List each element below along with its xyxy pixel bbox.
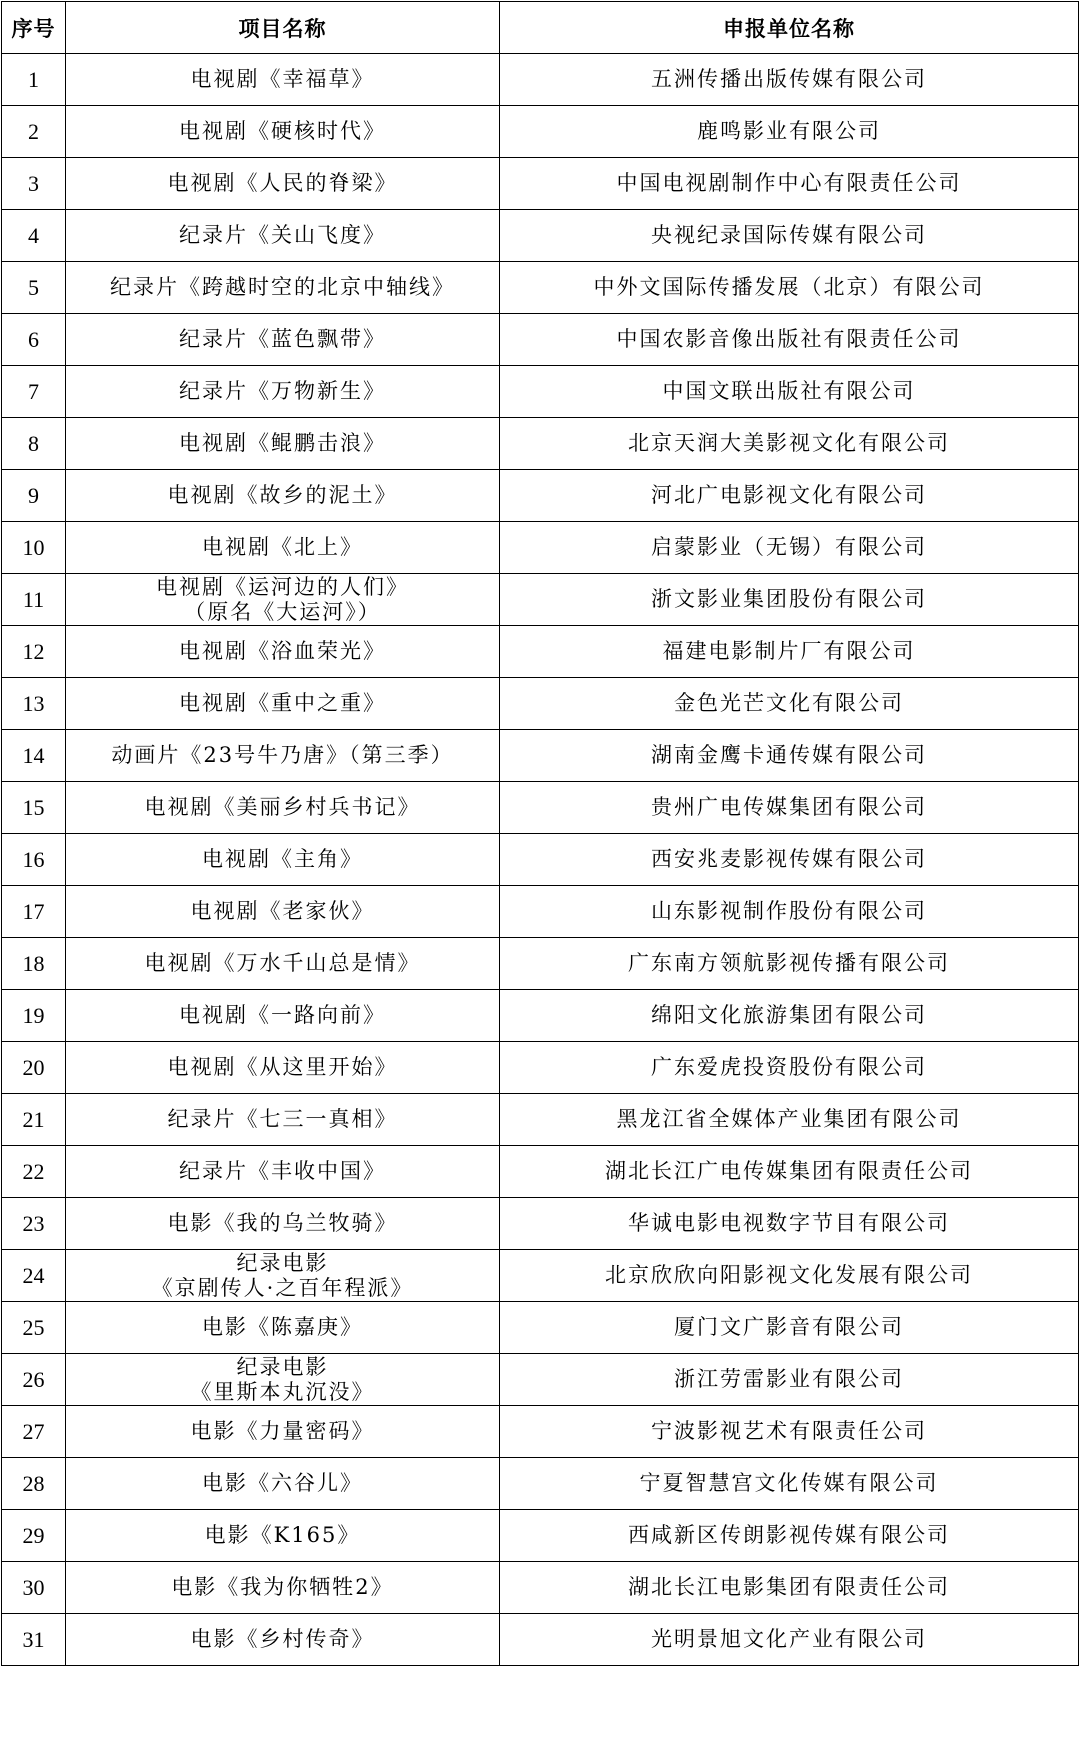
cell-project-name xyxy=(66,1094,500,1146)
project-name-line: 纪录片《丰收中国》 xyxy=(179,1159,386,1183)
project-name-line: 电影《力量密码》 xyxy=(190,1419,375,1443)
cell-org-name: 中国农影音像出版社有限责任公司 xyxy=(500,314,1079,366)
table-row xyxy=(2,1094,1079,1146)
cell-seq: 9 xyxy=(2,470,66,522)
project-name-line: 电视剧《老家伙》 xyxy=(190,899,375,923)
project-name-line: （原名《大运河》） xyxy=(184,599,381,624)
cell-seq: 13 xyxy=(2,678,66,730)
header-org-name: 申报单位名称 xyxy=(500,2,1079,54)
table-row xyxy=(2,522,1079,574)
project-name-line: 电视剧《故乡的泥土》 xyxy=(167,483,398,507)
cell-seq: 27 xyxy=(2,1406,66,1458)
project-name-line: 纪录片《跨越时空的北京中轴线》 xyxy=(110,275,455,299)
table-row xyxy=(2,1458,1079,1510)
project-name-line: 电视剧《幸福草》 xyxy=(190,67,375,91)
cell-org-name: 贵州广电传媒集团有限公司 xyxy=(500,782,1079,834)
cell-project-name xyxy=(66,54,500,106)
project-name-line: 电影《六谷儿》 xyxy=(202,1471,363,1495)
cell-seq: 18 xyxy=(2,938,66,990)
cell-project-name xyxy=(66,1250,500,1302)
cell-project-name xyxy=(66,1042,500,1094)
cell-project-name xyxy=(66,1354,500,1406)
cell-org-name: 中国文联出版社有限公司 xyxy=(500,366,1079,418)
table-row xyxy=(2,262,1079,314)
cell-project-name xyxy=(66,470,500,522)
cell-project-name xyxy=(66,1614,500,1666)
cell-org-name: 西咸新区传朗影视传媒有限公司 xyxy=(500,1510,1079,1562)
cell-org-name: 湖南金鹰卡通传媒有限公司 xyxy=(500,730,1079,782)
project-name-line: 电视剧《鲲鹏击浪》 xyxy=(179,431,386,455)
project-name-line: 电视剧《从这里开始》 xyxy=(167,1055,398,1079)
project-name-line: 电影《K165》 xyxy=(204,1523,361,1547)
cell-project-name xyxy=(66,366,500,418)
table-header-row xyxy=(2,2,1079,54)
cell-org-name: 北京欣欣向阳影视文化发展有限公司 xyxy=(500,1250,1079,1302)
cell-org-name: 金色光芒文化有限公司 xyxy=(500,678,1079,730)
cell-seq: 28 xyxy=(2,1458,66,1510)
cell-org-name: 华诚电影电视数字节目有限公司 xyxy=(500,1198,1079,1250)
cell-project-name xyxy=(66,418,500,470)
table-row xyxy=(2,1510,1079,1562)
cell-org-name: 绵阳文化旅游集团有限公司 xyxy=(500,990,1079,1042)
project-name-line: 《京剧传人·之百年程派》 xyxy=(151,1275,414,1300)
cell-project-name xyxy=(66,886,500,938)
cell-seq: 24 xyxy=(2,1250,66,1302)
project-name-line: 电影《我的乌兰牧骑》 xyxy=(167,1211,398,1235)
cell-seq: 20 xyxy=(2,1042,66,1094)
cell-org-name: 湖北长江电影集团有限责任公司 xyxy=(500,1562,1079,1614)
table-row xyxy=(2,782,1079,834)
table-row xyxy=(2,470,1079,522)
cell-project-name xyxy=(66,574,500,626)
project-name-line: 纪录片《万物新生》 xyxy=(179,379,386,403)
cell-org-name: 广东爱虎投资股份有限公司 xyxy=(500,1042,1079,1094)
table-row xyxy=(2,314,1079,366)
project-name-line: 电视剧《一路向前》 xyxy=(179,1003,386,1027)
project-name-line: 纪录电影 xyxy=(236,1250,329,1275)
cell-seq: 19 xyxy=(2,990,66,1042)
table-row xyxy=(2,886,1079,938)
project-name-line: 电影《陈嘉庚》 xyxy=(202,1315,363,1339)
cell-project-name xyxy=(66,990,500,1042)
header-project-name: 项目名称 xyxy=(66,2,500,54)
table-row xyxy=(2,1406,1079,1458)
table-row xyxy=(2,574,1079,626)
cell-seq: 5 xyxy=(2,262,66,314)
cell-seq: 26 xyxy=(2,1354,66,1406)
cell-seq: 8 xyxy=(2,418,66,470)
cell-org-name: 宁夏智慧宫文化传媒有限公司 xyxy=(500,1458,1079,1510)
cell-seq: 1 xyxy=(2,54,66,106)
cell-seq: 17 xyxy=(2,886,66,938)
cell-seq: 14 xyxy=(2,730,66,782)
project-name-line: 电视剧《美丽乡村兵书记》 xyxy=(144,795,421,819)
cell-org-name: 广东南方领航影视传播有限公司 xyxy=(500,938,1079,990)
project-name-line: 纪录片《关山飞度》 xyxy=(179,223,386,247)
cell-seq: 22 xyxy=(2,1146,66,1198)
table-row xyxy=(2,106,1079,158)
cell-seq: 25 xyxy=(2,1302,66,1354)
table-row xyxy=(2,626,1079,678)
table-row xyxy=(2,678,1079,730)
project-name-line: 动画片《23号牛乃唐》（第三季） xyxy=(111,743,454,767)
project-name-line: 电视剧《浴血荣光》 xyxy=(179,639,386,663)
header-seq: 序号 xyxy=(2,2,66,54)
cell-seq: 31 xyxy=(2,1614,66,1666)
cell-org-name: 中外文国际传播发展（北京）有限公司 xyxy=(500,262,1079,314)
cell-org-name: 浙文影业集团股份有限公司 xyxy=(500,574,1079,626)
cell-project-name xyxy=(66,1198,500,1250)
cell-project-name xyxy=(66,1562,500,1614)
cell-seq: 30 xyxy=(2,1562,66,1614)
table-row xyxy=(2,730,1079,782)
cell-seq: 29 xyxy=(2,1510,66,1562)
cell-org-name: 厦门文广影音有限公司 xyxy=(500,1302,1079,1354)
table-row xyxy=(2,1562,1079,1614)
cell-project-name xyxy=(66,106,500,158)
table-row xyxy=(2,1042,1079,1094)
table-row xyxy=(2,834,1079,886)
table-row xyxy=(2,1614,1079,1666)
cell-seq: 12 xyxy=(2,626,66,678)
cell-project-name xyxy=(66,1458,500,1510)
cell-org-name: 启蒙影业（无锡）有限公司 xyxy=(500,522,1079,574)
cell-org-name: 光明景旭文化产业有限公司 xyxy=(500,1614,1079,1666)
table-row xyxy=(2,1302,1079,1354)
cell-project-name xyxy=(66,158,500,210)
cell-project-name xyxy=(66,782,500,834)
table-row xyxy=(2,1198,1079,1250)
project-name-line: 电影《乡村传奇》 xyxy=(190,1627,375,1651)
cell-org-name: 黑龙江省全媒体产业集团有限公司 xyxy=(500,1094,1079,1146)
cell-seq: 6 xyxy=(2,314,66,366)
project-name-line: 电视剧《万水千山总是情》 xyxy=(144,951,421,975)
cell-org-name: 浙江劳雷影业有限公司 xyxy=(500,1354,1079,1406)
table-row xyxy=(2,1354,1079,1406)
cell-project-name xyxy=(66,1510,500,1562)
cell-org-name: 西安兆麦影视传媒有限公司 xyxy=(500,834,1079,886)
table-row xyxy=(2,210,1079,262)
cell-org-name: 宁波影视艺术有限责任公司 xyxy=(500,1406,1079,1458)
cell-org-name: 央视纪录国际传媒有限公司 xyxy=(500,210,1079,262)
cell-seq: 16 xyxy=(2,834,66,886)
cell-project-name xyxy=(66,314,500,366)
cell-project-name xyxy=(66,522,500,574)
cell-seq: 2 xyxy=(2,106,66,158)
cell-project-name xyxy=(66,1146,500,1198)
project-name-line: 电视剧《硬核时代》 xyxy=(179,119,386,143)
cell-seq: 3 xyxy=(2,158,66,210)
cell-project-name xyxy=(66,834,500,886)
table-row xyxy=(2,990,1079,1042)
cell-seq: 7 xyxy=(2,366,66,418)
cell-org-name: 鹿鸣影业有限公司 xyxy=(500,106,1079,158)
cell-org-name: 山东影视制作股份有限公司 xyxy=(500,886,1079,938)
table-row xyxy=(2,938,1079,990)
cell-seq: 4 xyxy=(2,210,66,262)
cell-project-name xyxy=(66,1302,500,1354)
project-name-line: 电视剧《人民的脊梁》 xyxy=(167,171,398,195)
table-row xyxy=(2,158,1079,210)
cell-project-name xyxy=(66,626,500,678)
table-row xyxy=(2,418,1079,470)
project-name-line: 电视剧《运河边的人们》 xyxy=(156,574,409,599)
table-row xyxy=(2,54,1079,106)
cell-project-name xyxy=(66,210,500,262)
project-name-line: 纪录电影 xyxy=(236,1354,329,1379)
table-row xyxy=(2,1250,1079,1302)
cell-org-name: 中国电视剧制作中心有限责任公司 xyxy=(500,158,1079,210)
cell-org-name: 河北广电影视文化有限公司 xyxy=(500,470,1079,522)
cell-seq: 21 xyxy=(2,1094,66,1146)
cell-project-name xyxy=(66,1406,500,1458)
cell-seq: 11 xyxy=(2,574,66,626)
project-name-line: 电视剧《主角》 xyxy=(202,847,363,871)
table-row xyxy=(2,1146,1079,1198)
project-name-line: 纪录片《蓝色飘带》 xyxy=(179,327,386,351)
table-row xyxy=(2,366,1079,418)
cell-project-name xyxy=(66,262,500,314)
cell-org-name: 福建电影制片厂有限公司 xyxy=(500,626,1079,678)
project-name-line: 电视剧《北上》 xyxy=(202,535,363,559)
project-name-line: 电影《我为你牺牲2》 xyxy=(171,1575,394,1599)
project-name-line: 纪录片《七三一真相》 xyxy=(167,1107,398,1131)
cell-org-name: 湖北长江广电传媒集团有限责任公司 xyxy=(500,1146,1079,1198)
cell-org-name: 北京天润大美影视文化有限公司 xyxy=(500,418,1079,470)
cell-project-name xyxy=(66,730,500,782)
project-name-line: 电视剧《重中之重》 xyxy=(179,691,386,715)
project-name-line: 《里斯本丸沉没》 xyxy=(190,1379,375,1404)
table-body xyxy=(2,54,1079,1666)
cell-org-name: 五洲传播出版传媒有限公司 xyxy=(500,54,1079,106)
cell-project-name xyxy=(66,938,500,990)
cell-seq: 23 xyxy=(2,1198,66,1250)
cell-seq: 15 xyxy=(2,782,66,834)
cell-seq: 10 xyxy=(2,522,66,574)
project-table xyxy=(1,1,1079,1666)
cell-project-name xyxy=(66,678,500,730)
